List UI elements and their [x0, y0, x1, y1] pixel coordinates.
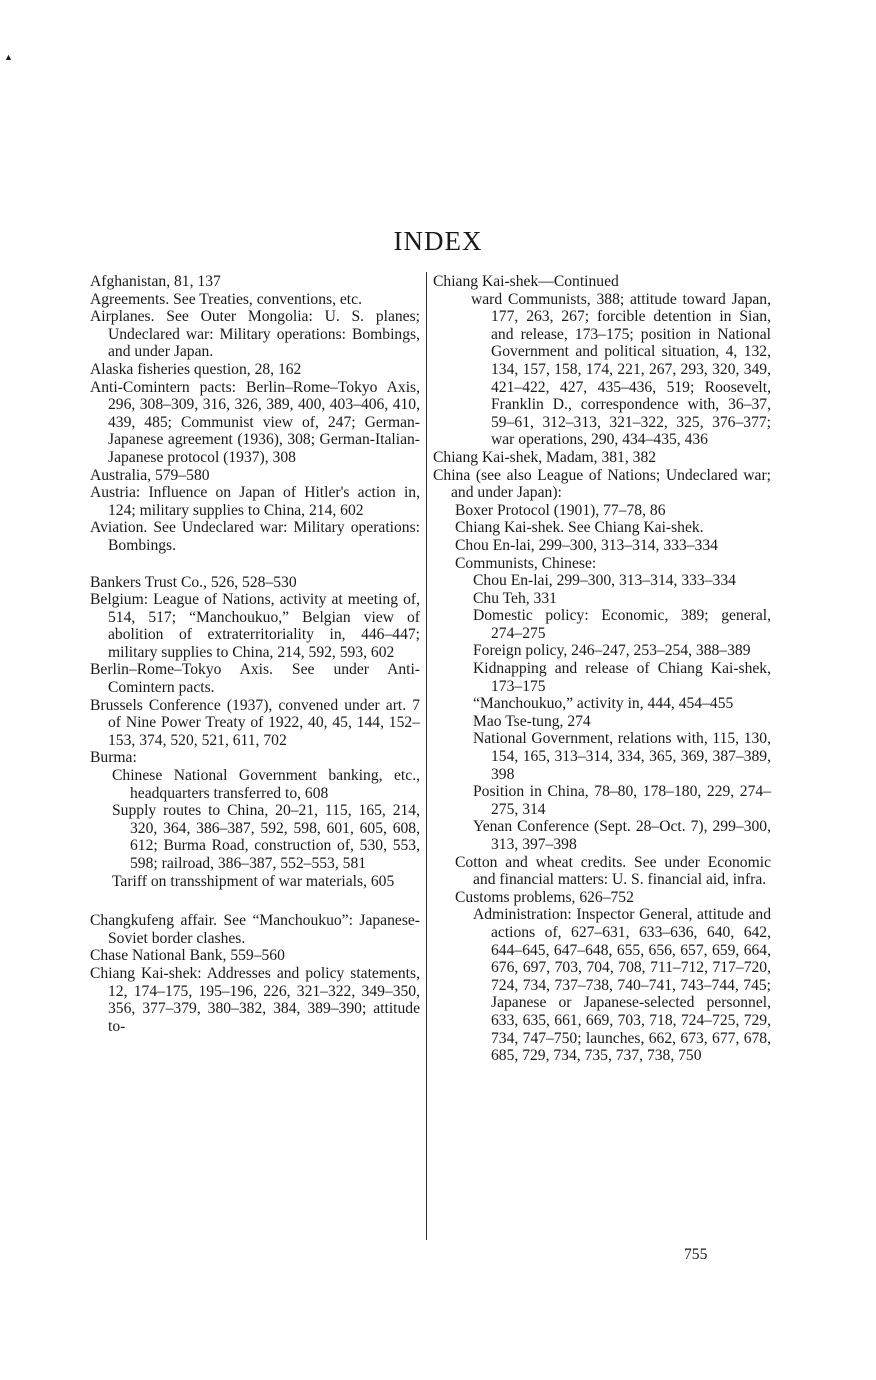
- index-entry: Chinese National Government banking, etc., headquarters transferred to, 608: [112, 767, 420, 802]
- index-entry: Cotton and wheat credits. See under Economic and financial matters: U. S. financial aid, infra.: [455, 853, 771, 889]
- index-entry: Berlin–Rome–Tokyo Axis. See under Anti-Comintern pacts.: [90, 661, 420, 697]
- index-entry: Chou En-lai, 299–300, 313–314, 333–334: [473, 572, 736, 590]
- index-entry: Position in China, 78–80, 178–180, 229, 274–275, 314: [473, 783, 771, 818]
- index-entry: ward Communists, 388; attitude toward Japan, 177, 263, 267; forcible detention in Sian, and release, 173–175; position in National Government and political situation, 4, 132, 134, 157, 158, 174, 221, 267, 293, 320, 349, 421–422, 427, 435–436, 519; Roosevelt, Franklin D., correspondence with, 36–37, 59–61, 312–313, 321–322, 325, 376–377; war operations, 290, 434–435, 436: [471, 290, 771, 449]
- index-entry: Anti-Comintern pacts: Berlin–Rome–Tokyo Axis, 296, 308–309, 316, 326, 389, 400, 403–406, 410, 439, 485; Communist view of, 247; German-Japanese agreement (1936), 308; German-Italian-Japanese protocol (1937), 308: [90, 378, 420, 466]
- index-entry: Austria: Influence on Japan of Hitler's action in, 124; military supplies to China, 214, 602: [90, 484, 420, 519]
- index-entry: Australia, 579–580: [90, 466, 210, 484]
- index-entry: Chu Teh, 331: [473, 589, 557, 607]
- index-entry: Supply routes to China, 20–21, 115, 165, 214, 320, 364, 386–387, 592, 598, 601, 605, 608, 612; Burma Road, construction of, 530, 553, 598; railroad, 386–387, 552–553, 581: [112, 802, 420, 872]
- page-number: 755: [684, 1246, 708, 1263]
- index-entry: Yenan Conference (Sept. 28–Oct. 7), 299–300, 313, 397–398: [473, 818, 771, 853]
- index-entry: Domestic policy: Economic, 389; general, 274–275: [473, 607, 771, 642]
- index-entry: Foreign policy, 246–247, 253–254, 388–389: [473, 642, 751, 660]
- index-entry: Alaska fisheries question, 28, 162: [90, 360, 302, 378]
- section-gap: [90, 555, 420, 574]
- index-right-column: [433, 273, 771, 1065]
- index-entry: China (see also League of Nations; Undeclared war; and under Japan):: [433, 466, 771, 502]
- index-entry: Kidnapping and release of Chiang Kai-shek, 173–175: [473, 660, 771, 695]
- index-entry: Chiang Kai-shek, Madam, 381, 382: [433, 448, 657, 466]
- index-entry: Chase National Bank, 559–560: [90, 947, 285, 965]
- index-left-column: [90, 273, 420, 1035]
- index-entry: Administration: Inspector General, attitude and actions of, 627–631, 633–636, 640, 642, 644–645, 647–648, 655, 656, 657, 659, 664, 676, 697, 703, 704, 708, 711–712, 717–720, 724, 734, 737–738, 740–741, 743–744, 745; Japanese or Japanese-selected personnel, 633, 635, 661, 669, 703, 718, 724–725, 729, 734, 747–750; launches, 662, 673, 677, 678, 685, 729, 734, 735, 737, 738, 750: [473, 906, 771, 1065]
- column-divider: [426, 272, 427, 1240]
- page-title: INDEX: [393, 226, 483, 256]
- index-entry: National Government, relations with, 115, 130, 154, 165, 313–314, 334, 365, 369, 387–389, 398: [473, 730, 771, 783]
- index-entry: Airplanes. See Outer Mongolia: U. S. planes; Undeclared war: Military operations: Bombings, and under Japan.: [90, 308, 420, 361]
- index-entry: Aviation. See Undeclared war: Military operations: Bombings.: [90, 519, 420, 554]
- index-entry: Boxer Protocol (1901), 77–78, 86: [455, 501, 666, 519]
- section-gap: [90, 890, 420, 912]
- index-entry: Tariff on transshipment of war materials, 605: [112, 872, 395, 890]
- index-entry: Chiang Kai-shek. See Chiang Kai-shek.: [455, 519, 704, 537]
- index-entry: Customs problems, 626–752: [455, 888, 634, 906]
- index-entry: Brussels Conference (1937), convened under art. 7 of Nine Power Treaty of 1922, 40, 45, 144, 152–153, 374, 520, 521, 611, 702: [90, 696, 420, 749]
- index-entry: Chiang Kai-shek: Addresses and policy statements, 12, 174–175, 195–196, 226, 321–322, 349–350, 356, 377–379, 380–382, 384, 389–390; attitude to-: [90, 964, 420, 1035]
- index-entry: Afghanistan, 81, 137: [90, 273, 221, 290]
- index-entry: Burma:: [90, 749, 137, 767]
- index-entry: “Manchoukuo,” activity in, 444, 454–455: [473, 695, 734, 713]
- index-entry: Belgium: League of Nations, activity at meeting of, 514, 517; “Manchoukuo,” Belgian view of abolition of extraterritoriality in, 446–447; military supplies to China, 214, 592, 593, 602: [90, 591, 420, 661]
- corner-mark: ▲: [4, 52, 13, 62]
- index-entry: Chou En-lai, 299–300, 313–314, 333–334: [455, 536, 718, 554]
- index-entry: Changkufeng affair. See “Manchoukuo”: Japanese-Soviet border clashes.: [90, 912, 420, 947]
- index-entry: Communists, Chinese:: [455, 554, 597, 572]
- index-entry: Agreements. See Treaties, conventions, etc.: [90, 290, 362, 308]
- index-entry: Bankers Trust Co., 526, 528–530: [90, 573, 297, 591]
- index-entry: Chiang Kai-shek—Continued: [433, 273, 619, 290]
- index-entry: Mao Tse-tung, 274: [473, 712, 591, 730]
